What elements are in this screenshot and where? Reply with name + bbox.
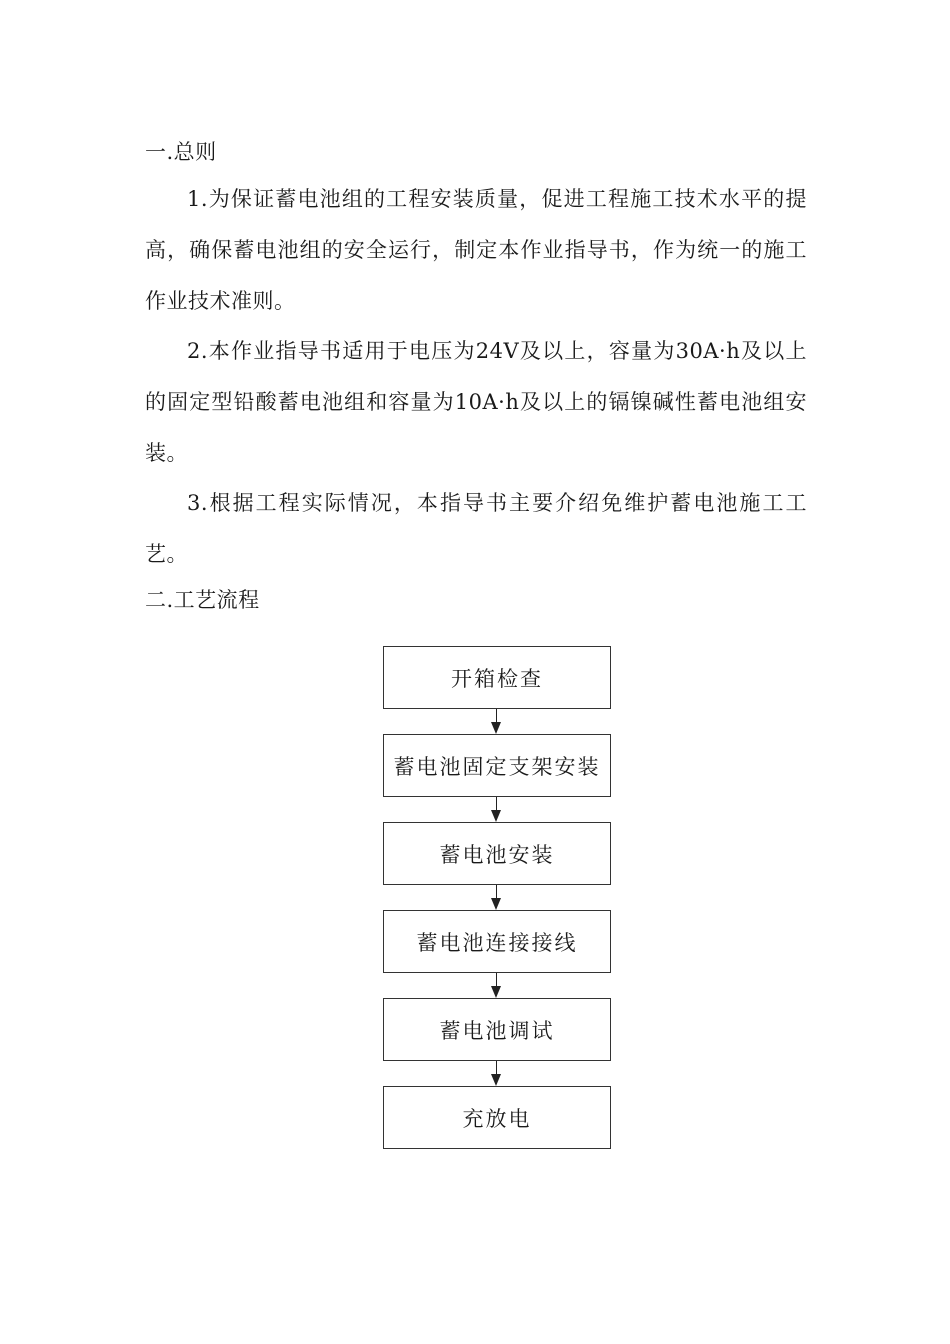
section-title-general: 一.总则 (145, 140, 217, 164)
flow-arrow-down-icon (383, 885, 611, 910)
flow-step-battery-commissioning: 蓄电池调试 (383, 998, 611, 1061)
flow-step-battery-wiring: 蓄电池连接接线 (383, 910, 611, 973)
flow-arrow-down-icon (383, 797, 611, 822)
flow-step-bracket-installation: 蓄电池固定支架安装 (383, 734, 611, 797)
flow-arrow-down-icon (383, 709, 611, 734)
process-flowchart (383, 646, 611, 1149)
section-title-process-flow: 二.工艺流程 (145, 588, 260, 612)
flow-arrow-down-icon (383, 973, 611, 998)
flow-step-battery-installation: 蓄电池安装 (383, 822, 611, 885)
paragraph-1: 1.为保证蓄电池组的工程安装质量，促进工程施工技术水平的提高，确保蓄电池组的安全运行，制定本作业指导书，作为统一的施工作业技术准则。 (145, 187, 807, 313)
flow-arrow-down-icon (383, 1061, 611, 1086)
paragraph-2: 2.本作业指导书适用于电压为24V及以上，容量为30A·h及以上的固定型铅酸蓄电池组和容量为10A·h及以上的镉镍碱性蓄电池组安装。 (145, 339, 807, 465)
flow-step-charge-discharge: 充放电 (383, 1086, 611, 1149)
paragraph-3: 3.根据工程实际情况，本指导书主要介绍免维护蓄电池施工工艺。 (145, 491, 807, 566)
flow-step-unpacking-inspection: 开箱检查 (383, 646, 611, 709)
